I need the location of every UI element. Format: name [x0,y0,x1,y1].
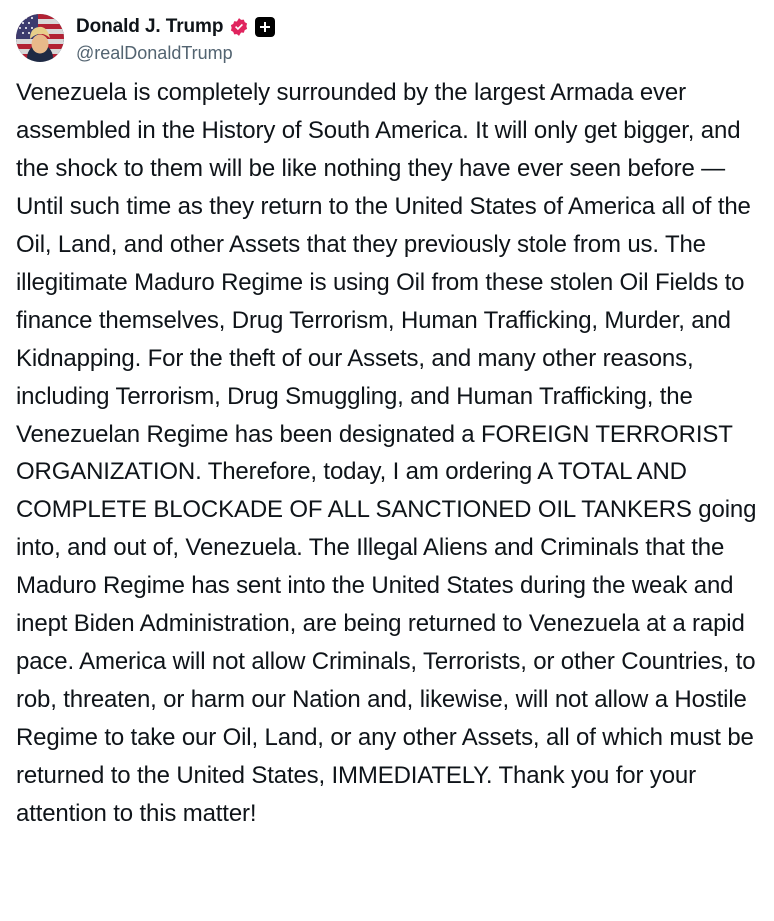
affiliate-badge-icon[interactable] [255,17,275,37]
verified-badge-icon[interactable] [229,17,249,37]
author-name-row [76,16,275,39]
post-text: Venezuela is completely surrounded by the largest Armada ever assembled in the History of South America. It will only get bigger, and the shock to them will be like nothing they have ever seen before — Until such time as they return to the United States of America all of the Oil, Land, and other Assets that they previously stole from us. The illegitimate Maduro Regime is using Oil from these stolen Oil Fields to finance themselves, Drug Terrorism, Human Trafficking, Murder, and Kidnapping. For the theft of our Assets, and many other reasons, including Terrorism, Drug Smuggling, and Human Trafficking, the Venezuelan Regime has been designated a FOREIGN TERRORIST ORGANIZATION. Therefore, today, I am ordering A TOTAL AND COMPLETE BLOCKADE OF ALL SANCTIONED OIL TANKERS going into, and out of, Venezuela. The Illegal Aliens and Criminals that the Maduro Regime has sent into the United States during the weak and inept Biden Administration, are being returned to Venezuela at a rapid pace. America will not allow Criminals, Terrorists, or other Countries, to rob, threaten, or harm our Nation and, likewise, will not allow a Hostile Regime to take our Oil, Land, or any other Assets, all of which must be returned to the United States, IMMEDIATELY. Thank you for your attention to this matter! [16,79,763,827]
author-identity [76,14,275,64]
author-handle[interactable]: @realDonaldTrump [76,42,233,63]
post-header [16,14,758,64]
author-display-name[interactable]: Donald J. Trump [76,16,224,37]
avatar[interactable] [16,14,64,62]
